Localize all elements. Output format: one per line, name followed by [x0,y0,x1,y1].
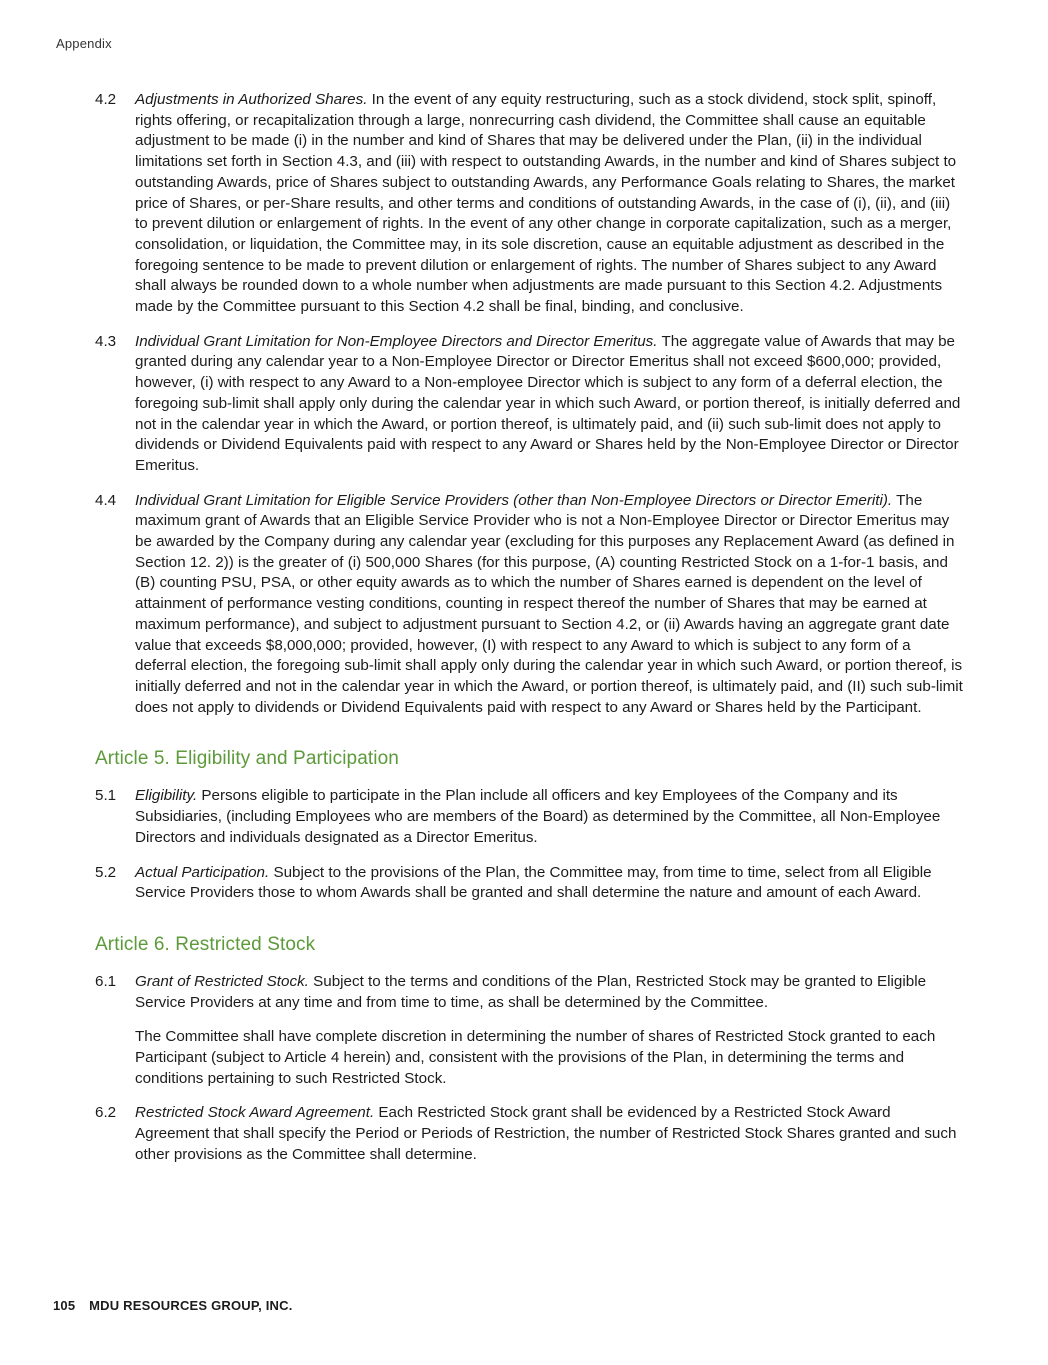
page-content [95,90,965,1180]
section-number: 5.1 [95,787,117,805]
section-number: 6.1 [95,972,117,990]
section-title: Individual Grant Limitation for Eligible Service Providers (other than Non-Employee Directors or Director Emeriti). [135,491,893,509]
section-title: Individual Grant Limitation for Non-Employee Directors and Director Emeritus. [135,332,658,350]
section-paragraph: The Committee shall have complete discretion in determining the number of shares of Restricted Stock granted to each Participant (subject to Article 4 herein) and, consistent with the provisions of the Plan, in determining the terms and conditions pertaining to such Restricted Stock. [135,1028,936,1087]
section-title: Eligibility. [135,787,198,805]
section-5-1 [95,786,965,848]
section-4-3 [95,332,965,477]
section-text: In the event of any equity restructuring, such as a stock dividend, stock split, spinoff, rights offering, or recapitalization through a large, nonrecurring cash dividend, the Committee shall cause an equitable adjustment to be made (i) in the number and kind of Shares that may be delivered under the Plan, (ii) in the individual limitations set forth in Section 4.3, and (iii) with respect to outstanding Awards, in the number and kind of Shares subject to outstanding Awards, price of Shares subject to outstanding Awards, any Performance Goals relating to Shares, the market price of Shares, or per-Share results, and other terms and conditions of outstanding Awards, in the case of (i), (ii), and (iii) to prevent dilution or enlargement of rights. In the event of any other change in corporate capitalization, such as a merger, consolidation, or liquidation, the Committee may, in its sole discretion, cause an equitable adjustment as described in the foregoing sentence to be made to prevent dilution or enlargement of rights. The number of Shares subject to any Award shall always be rounded down to a whole number when adjustments are made pursuant to this Section 4.2. Adjustments made by the Committee pursuant to this Section 4.2 shall be final, binding, and conclusive. [135,91,957,316]
page-number: 105 [53,1298,76,1313]
section-number: 5.2 [95,863,117,881]
section-title: Actual Participation. [135,863,270,881]
section-6-2 [95,1103,965,1165]
section-title: Grant of Restricted Stock. [135,972,309,990]
article-6-heading: Article 6. Restricted Stock [95,933,316,955]
section-number: 4.4 [95,491,117,509]
section-6-1 [95,972,965,1090]
section-text: Subject to the provisions of the Plan, the Committee may, from time to time, select from all Eligible Service Providers those to whom Awards shall be granted and shall determine the nature and amount of each Award. [135,863,932,902]
article-5-heading: Article 5. Eligibility and Participation [95,748,399,770]
section-text: Subject to the terms and conditions of the Plan, Restricted Stock may be granted to Eligible Service Providers at any time and from time to time, as shall be determined by the Committee. [135,972,927,1011]
section-4-2 [95,90,965,318]
section-number: 4.2 [95,91,117,108]
page-footer [53,1298,293,1313]
page-header: Appendix [56,36,112,51]
company-name: MDU RESOURCES GROUP, INC. [89,1298,293,1313]
section-text: Each Restricted Stock grant shall be evidenced by a Restricted Stock Award Agreement that shall specify the Period or Periods of Restriction, the number of Restricted Stock Shares granted and such other provisions as the Committee shall determine. [135,1104,957,1163]
section-text: Persons eligible to participate in the Plan include all officers and key Employees of the Company and its Subsidiaries, (including Employees who are members of the Board) as determined by the Committee, all Non-Employee Directors and individuals designated as a Director Emeritus. [135,787,941,846]
section-title: Restricted Stock Award Agreement. [135,1104,375,1122]
section-number: 6.2 [95,1104,117,1122]
section-text: The aggregate value of Awards that may be granted during any calendar year to a Non-Employee Director or Director Emeritus shall not exceed $600,000; provided, however, (i) with respect to any Award to a Non-employee Director which is subject to any form of a deferral election, the foregoing sub-limit shall apply only during the calendar year in which such Award, or portion thereof, is initially deferred and not in the calendar year in which the Award, or portion thereof, is ultimately paid, and (ii) such sub-limit does not apply to dividends or Dividend Equivalents paid with respect to any Award or Shares held by the Non-Employee Director or Director Emeritus. [135,332,961,474]
section-4-4 [95,491,965,719]
section-text: The maximum grant of Awards that an Eligible Service Provider who is not a Non-Employee Director or Director Emeritus may be awarded by the Company during any calendar year (excluding for this purposes any Replacement Award (as defined in Section 12. 2)) is the greater of (i) 500,000 Shares (for this purpose, (A) counting Restricted Stock on a 1-for-1 basis, and (B) counting PSU, PSA, or other equity awards as to which the number of Shares earned is dependent on the level of attainment of performance vesting conditions, counting in respect thereof the number of Shares that may be earned at maximum performance), and subject to adjustment pursuant to Section 4.2, or (ii) Awards having an aggregate grant date value that exceeds $8,000,000; provided, however, (I) with respect to any Award to which is subject to any form of a deferral election, the foregoing sub-limit shall apply only during the calendar year in which such Award, or portion thereof, is initially deferred and not in the calendar year in which the Award, or portion thereof, is ultimately paid, and (II) such sub-limit does not apply to dividends or Dividend Equivalents paid with respect to any Award or Shares held by the Participant. [135,491,963,716]
section-title: Adjustments in Authorized Shares. [135,91,368,108]
section-number: 4.3 [95,332,117,350]
section-5-2 [95,863,965,904]
